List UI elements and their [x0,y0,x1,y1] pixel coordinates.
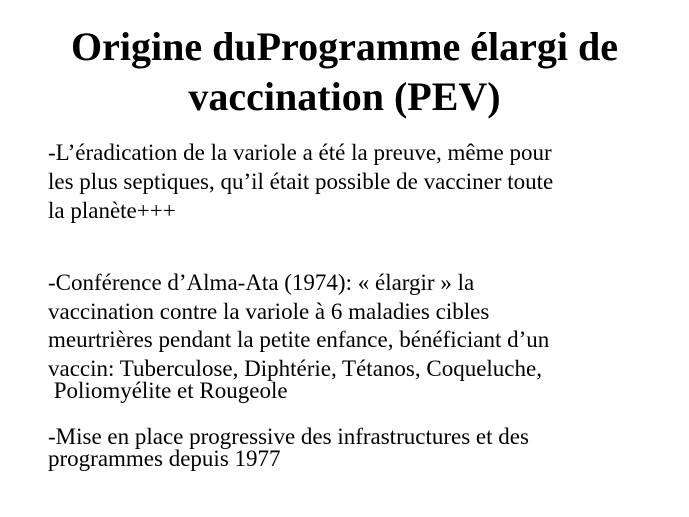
paragraph-line: la planète+++ [48,198,176,223]
paragraph-line: les plus septiques, qu’il était possible de vacciner toute [48,169,554,194]
paragraph-line: meurtrières pendant la petite enfance, bénéficiant d’un [48,327,550,352]
paragraph-line: -Conférence d’Alma-Ata (1974): « élargir » la [48,270,475,295]
paragraph-line: -Mise en place progressive des infrastructures et des [48,424,529,449]
paragraph-line: programmes depuis 1977 [48,446,281,471]
paragraph-line: vaccination contre la variole à 6 maladies cibles [48,299,490,324]
paragraph-line: vaccin: Tuberculose, Diphtérie, Tétanos, Coqueluche, [48,356,542,381]
paragraph-line: -L’éradication de la variole a été la preuve, même pour [48,140,552,165]
title-line-1: Origine duProgramme élargi de [71,24,618,69]
slide-title [0,22,689,122]
title-line-2: vaccination (PEV) [188,74,501,119]
paragraph-line: Poliomyélite et Rougeole [48,378,288,403]
